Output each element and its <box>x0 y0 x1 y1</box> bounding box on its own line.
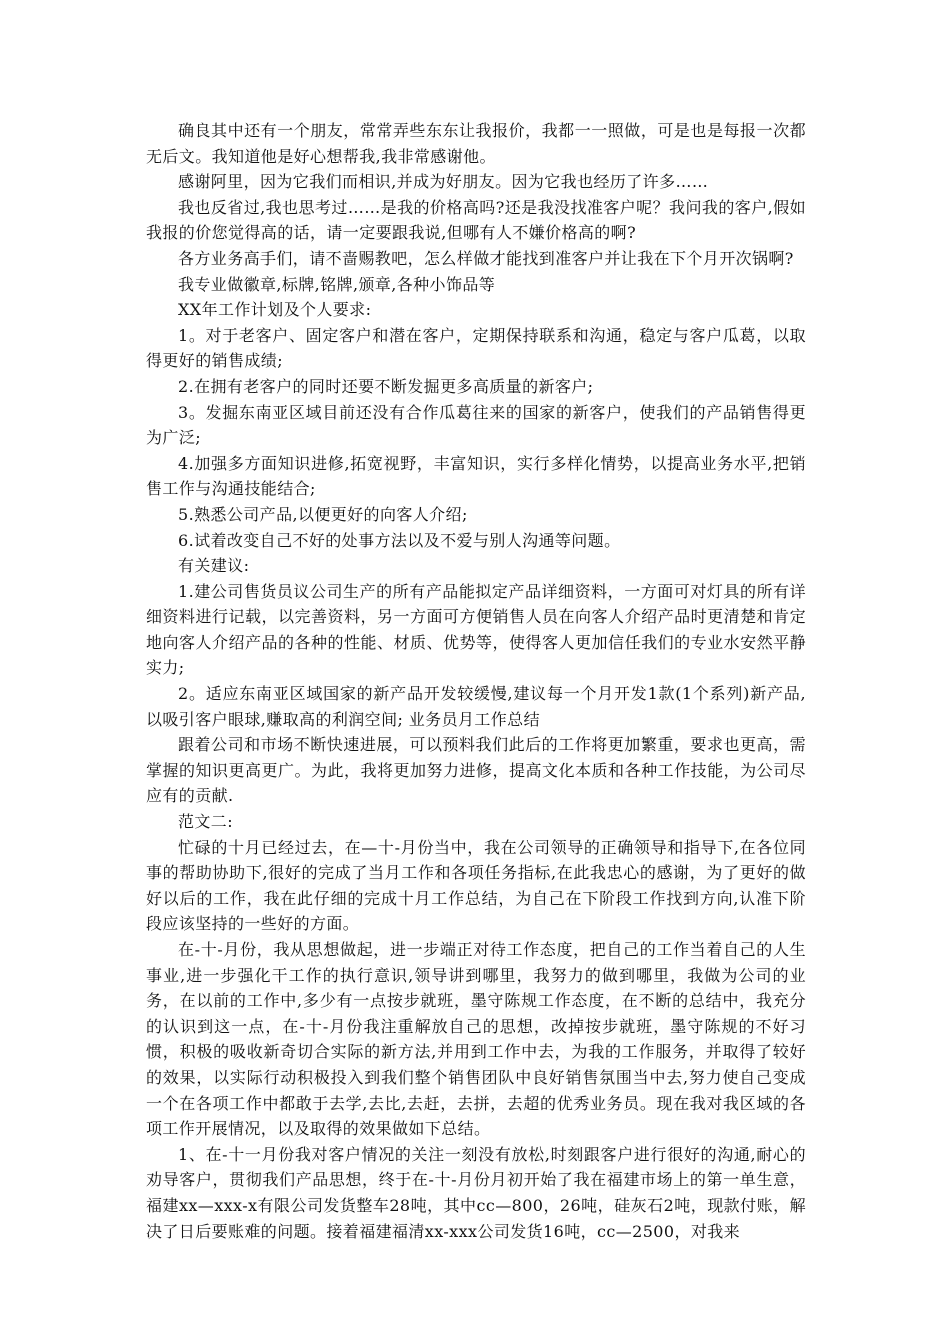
list-item: 3。发掘东南亚区域目前还没有合作瓜葛往来的国家的新客户，使我们的产品销售得更为广泛; <box>146 402 806 448</box>
list-item: 5.熟悉公司产品,以便更好的向客人介绍; <box>178 504 468 524</box>
paragraph: 我也反省过,我也思考过……是我的价格高吗?还是我没找准客户呢？我问我的客户,假如我报的价您觉得高的话，请一定要跟我说,但哪有人不嫌价格高的啊? <box>146 197 806 243</box>
list-item: 4.加强多方面知识进修,拓宽视野，丰富知识，实行多样化情势，以提高业务水平,把销售工作与沟通技能结合; <box>146 453 806 499</box>
list-item: 2。适应东南亚区域国家的新产品开发较缓慢,建议每一个月开发1款(1个系列)新产品,以吸引客户眼球,赚取高的利润空间; 业务员月工作总结 <box>146 684 806 729</box>
list-item: 1、在-十一月份我对客户情况的关注一刻没有放松,时刻跟客户进行很好的沟通,耐心的劝导客户，贯彻我们产品思想，终于在-十-月份月初开始了我在福建市场上的第一单生意，福建xx—xxx-x有限公司发货整车28吨，其中cc—800，26吨，硅灰石2吨，现款付账，解决了日后要账难的问题。接着福建福清xx-xxx公司发货16吨，cc—2500，对我来 <box>146 1144 806 1241</box>
paragraph: 各方业务高手们，请不啬赐教吧，怎么样做才能找到准客户并让我在下个月开次锅啊? <box>178 248 794 268</box>
paragraph: 在-十-月份，我从思想做起，进一步端正对待工作态度，把自己的工作当着自己的人生事业,进一步强化干工作的执行意识,领导讲到哪里，我努力的做到哪里，我做为公司的业务，在以前的工作中,多少有一点按步就班，墨守陈规工作态度，在不断的总结中，我充分的认识到这一点，在-十-月份我注重解放自己的思想，改掉按步就班，墨守陈规的不好习惯，积极的吸收新奇切合实际的新方法,并用到工作中去，为我的工作服务，并取得了较好的效果，以实际行动积极投入到我们整个销售团队中良好销售氛围当中去,努力使自己变成一个在各项工作中都敢于去学,去比,去赶，去拼，去超的优秀业务员。现在我对我区域的各项工作开展情况，以及取得的效果做如下总结。 <box>146 940 806 1139</box>
paragraph: 跟着公司和市场不断快速进展，可以预料我们此后的工作将更加繁重，要求也更高，需掌握的知识更高更广。为此，我将更加努力进修，提高文化本质和各种工作技能，为公司尽应有的贡献. <box>146 735 806 806</box>
paragraph: 我专业做徽章,标牌,铭牌,颁章,各种小饰品等 <box>178 274 496 294</box>
list-item: 2.在拥有老客户的同时还要不断发掘更多高质量的新客户; <box>178 376 594 396</box>
section-heading: 有关建议: <box>178 556 250 576</box>
paragraph: 确良其中还有一个朋友，常常弄些东东让我报价，我都一一照做，可是也是每报一次都无后文。我知道他是好心想帮我,我非常感谢他。 <box>146 121 806 166</box>
document-body <box>146 118 806 1244</box>
list-item: 1。对于老客户、固定客户和潜在客户，定期保持联系和沟通，稳定与客户瓜葛，以取得更好的销售成绩; <box>146 325 806 371</box>
paragraph: 忙碌的十月已经过去，在—十-月份当中，我在公司领导的正确领导和指导下,在各位同事的帮助协助下,很好的完成了当月工作和各项任务指标,在此我忠心的感谢，为了更好的做好以后的工作，我在此仔细的完成十月工作总结，为自己在下阶段工作找到方向,认准下阶段应该坚持的一些好的方面。 <box>146 837 806 934</box>
paragraph: 感谢阿里，因为它我们而相识,并成为好朋友。因为它我也经历了许多…… <box>178 172 709 192</box>
list-item: 6.试着改变自己不好的处事方法以及不爱与别人沟通等问题。 <box>178 530 621 550</box>
list-item: 1.建公司售货员议公司生产的所有产品能拟定产品详细资料，一方面可对灯具的所有详细资料进行记载，以完善资料，另一方面可方便销售人员在向客人介绍产品时更清楚和肯定地向客人介绍产品的各种的性能、材质、优势等，使得客人更加信任我们的专业水安然平静实力; <box>146 581 806 678</box>
section-heading: 范文二: <box>178 812 233 832</box>
section-heading: XX年工作计划及个人要求: <box>178 300 372 320</box>
